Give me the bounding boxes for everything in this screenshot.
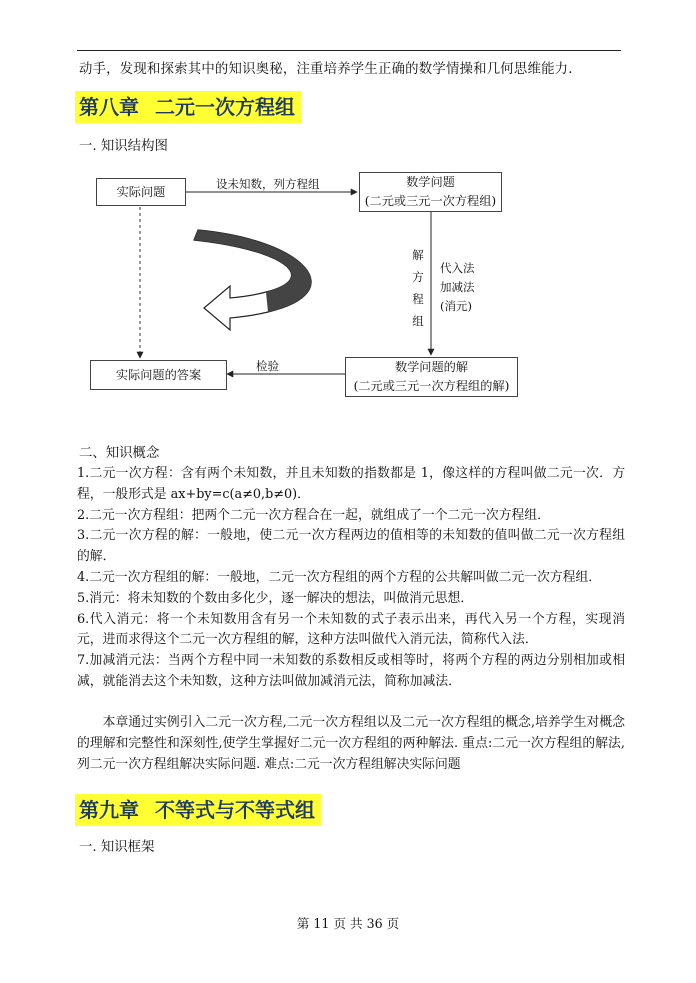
chapter-9-title: 不等式与不等式组 [155,798,315,822]
box-real-answer-label: 实际问题的答案 [115,367,202,382]
concept-item: 3.二元一次方程的解：一般地，使二元一次方程两边的值相等的未知数的值叫做二元一次方程组的解． [77,528,625,565]
concept-item: 2.二元一次方程组：把两个二元一次方程合在一起，就组成了一个二元一次方程组． [77,507,550,523]
page-footer: 第 11 页 共 36 页 [296,916,400,931]
box-real-problem-label: 实际问题 [116,184,166,199]
method-note: (消元) [440,299,472,313]
solve-equations-label: 解 方 程 组 [412,248,424,328]
section-knowledge-structure: 一. 知识结构图 [79,139,168,154]
box-math-solution-line1: 数学问题的解 [394,360,469,374]
method-elimination: 加减法 [440,280,475,294]
chapter-8-heading [75,91,301,123]
box-math-solution-line2: (二元或三元一次方程组的解) [353,379,510,393]
box-real-problem [96,178,186,206]
chapter-summary-text: 本章通过实例引入二元一次方程,二元一次方程组以及二元一次方程组的概念,培养学生对概念的理解和完整性和深刻性,使学生掌握好二元一次方程组的两种解法. 重点:二元一次方程组的解法,列二元一次方程组解决实际问题. 难点:二元一次方程组解决实际问题 [77,715,625,772]
section-knowledge-framework: 一. 知识框架 [79,840,155,855]
chapter-9-heading [75,794,321,826]
box-math-problem-line2: (二元或三元一次方程组) [364,194,497,208]
chapter-9-number: 第九章 [79,798,139,822]
concept-item: 4.二元一次方程组的解：一般地，二元一次方程组的两个方程的公共解叫做二元一次方程组． [77,569,602,585]
arrow-label-check: 检验 [256,359,279,373]
chapter-summary [77,713,625,775]
box-real-answer [90,360,227,390]
chapter-8-number: 第八章 [79,95,139,119]
arrow-label-set-unknowns: 设未知数，列方程组 [216,177,320,191]
box-math-problem-line1: 数学问题 [406,175,455,189]
method-substitution: 代入法 [440,261,475,275]
concept-item: 7.加减消元法：当两个方程中同一未知数的系数相反或相等时，将两个方程的两边分别相加或相减，就能消去这个未知数，这种方法叫做加减消元法，简称加减法． [77,653,625,689]
concept-item: 5.消元：将未知数的个数由多化少，逐一解决的想法，叫做消元思想． [77,590,474,606]
concept-list [77,464,625,693]
intro-text: 动手，发现和探索其中的知识奥秘，注重培养学生正确的数学情操和几何思维能力． [79,62,582,77]
section-knowledge-concepts: 二、知识概念 [79,446,160,461]
header-rule [77,50,621,51]
box-math-problem [359,172,502,212]
box-math-solution [345,357,518,397]
chapter-8-title: 二元一次方程组 [155,95,295,119]
concept-item: 6.代入消元：将一个未知数用含有另一个未知数的式子表示出来，再代入另一个方程，实现消元，进而求得这个二元一次方程组的解，这种方法叫做代入消元法，简称代入法． [77,611,625,648]
knowledge-structure-diagram [80,160,540,405]
concept-item: 1.二元一次方程：含有两个未知数，并且未知数的指数都是 1，像这样的方程叫做二元一次．方程，一般形式是 ax+by=c(a≠0,b≠0)． [77,466,625,502]
